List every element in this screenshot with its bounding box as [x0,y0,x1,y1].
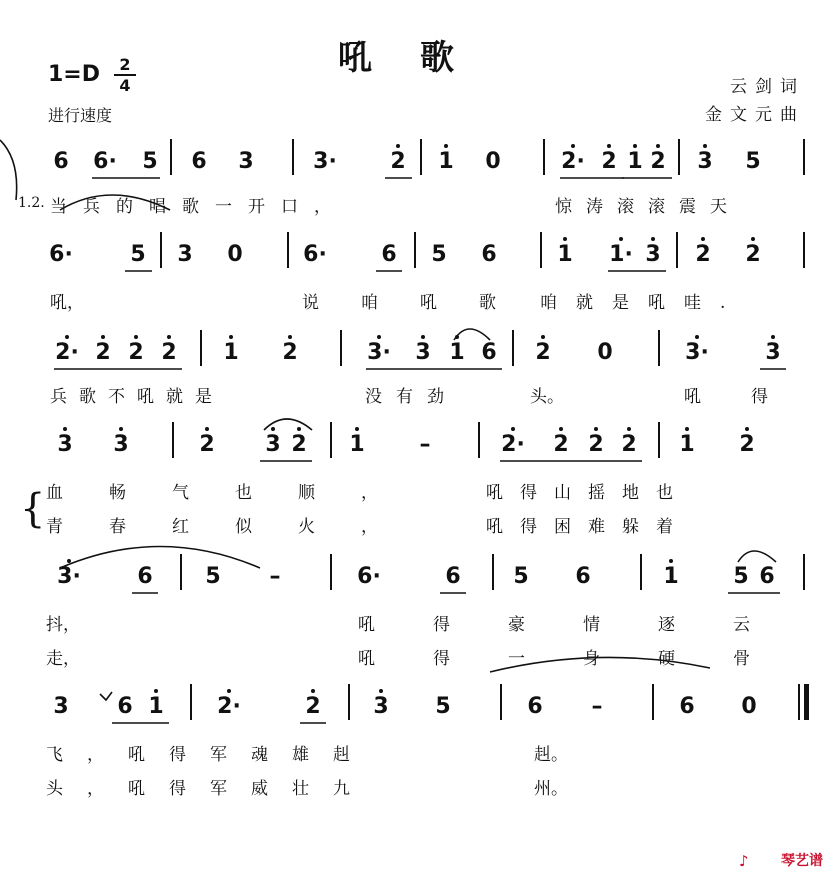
note: 3· [57,564,81,589]
lyric-text: 吼得 [684,387,818,407]
note: 2 [535,340,551,365]
note: 6· [49,242,73,267]
note: 2 [199,432,215,457]
note: 1 [349,432,365,457]
note: 3 [265,432,281,457]
lyric-text: 吼， [50,293,84,313]
lyric-text: 州。 [534,779,568,799]
note: 6 [53,149,69,174]
note: 5 [431,242,447,267]
harp-logo-icon: ♪ [739,852,749,870]
note: 6 [381,242,397,267]
note: 3 [645,242,661,267]
note: 3· [685,340,709,365]
note: 2 [745,242,761,267]
note: 2 [601,149,617,174]
lyric-text: 吼得一身硬骨 [358,649,808,669]
note: – [269,564,281,589]
note: 3 [53,694,69,719]
note: 0 [485,149,501,174]
lyric-text: 飞，吼得军魂雄赳 [46,745,374,765]
note: 2 [739,432,755,457]
lyric-text: 头，吼得军威壮九 [46,779,374,799]
note: 5 [142,149,158,174]
note: 2 [291,432,307,457]
note: 6· [303,242,327,267]
note: 5 [513,564,529,589]
note: 2 [128,340,144,365]
lyric-text: 头。 [530,387,564,407]
note: 6 [679,694,695,719]
note: 3 [57,432,73,457]
note: 6 [481,340,497,365]
note: 3· [367,340,391,365]
note: 3 [765,340,781,365]
note: 5 [733,564,749,589]
lyric-text: 吼得山摇地也 [486,483,690,503]
note: 2 [305,694,321,719]
note: 3 [697,149,713,174]
note: 1 [148,694,164,719]
note: 3 [238,149,254,174]
note: 5 [205,564,221,589]
lyricist-credit: 云剑词 [730,77,805,97]
time-signature-top: 2 [119,55,131,74]
note: 0 [741,694,757,719]
note: 1 [438,149,454,174]
lyric-text: 说咱吼歌 [302,293,538,313]
lyric-text: 当兵的唱歌一开口， [50,197,347,217]
note: 2 [95,340,111,365]
note: 3 [177,242,193,267]
lyric-text: 青春红似火， [46,517,424,537]
note: 1 [663,564,679,589]
time-signature-bottom: 4 [119,76,131,95]
song-title: 吼歌 [338,38,502,78]
verse-brace: { [20,486,46,532]
verse-marker: 1.2. [18,195,45,211]
note: 2 [695,242,711,267]
note: 6· [93,149,117,174]
note: 2 [621,432,637,457]
lyric-text: 惊涛滚滚震天 [555,197,741,217]
note: 6 [191,149,207,174]
note: 6 [117,694,133,719]
key-signature: 1=D [48,62,101,87]
note: 3 [415,340,431,365]
composer-credit: 金文元曲 [705,105,805,125]
note: 2· [217,694,241,719]
note: 6 [527,694,543,719]
note: 2 [588,432,604,457]
lyric-text: 走， [46,649,80,669]
note: 2 [553,432,569,457]
note: 2 [282,340,298,365]
note: 6 [445,564,461,589]
note: 6· [357,564,381,589]
note: 0 [227,242,243,267]
note: 6 [481,242,497,267]
lyric-text: 吼得困难躲着 [486,517,690,537]
note: 1 [679,432,695,457]
lyric-text: 血畅气也顺， [46,483,424,503]
note: 5 [745,149,761,174]
note: 6 [137,564,153,589]
lyric-text: 抖， [46,615,80,635]
note: 0 [597,340,613,365]
note: 5 [435,694,451,719]
tempo-marking: 进行速度 [48,106,113,125]
lyric-text: 咱就是吼哇. [540,293,745,313]
note: 1 [557,242,573,267]
lyric-text: 赳。 [534,745,568,765]
note: 2· [561,149,585,174]
note: 2 [650,149,666,174]
note: 3 [113,432,129,457]
lyric-text: 兵歌不吼就是 [50,387,224,407]
note: 1 [627,149,643,174]
note: 1· [609,242,633,267]
note: 1 [223,340,239,365]
note: 3 [373,694,389,719]
note: 2 [161,340,177,365]
note: 1 [449,340,465,365]
note: 2· [501,432,525,457]
note: – [591,694,603,719]
note: 2· [55,340,79,365]
note: 3· [313,149,337,174]
note: 6 [575,564,591,589]
lyric-text: 吼得豪情逐云 [358,615,808,635]
note: 2 [390,149,406,174]
lyric-text: 没有劲 [365,387,458,407]
note: 5 [130,242,146,267]
watermark-text: 琴艺谱 [781,853,823,869]
note: 6 [759,564,775,589]
note: – [419,432,431,457]
